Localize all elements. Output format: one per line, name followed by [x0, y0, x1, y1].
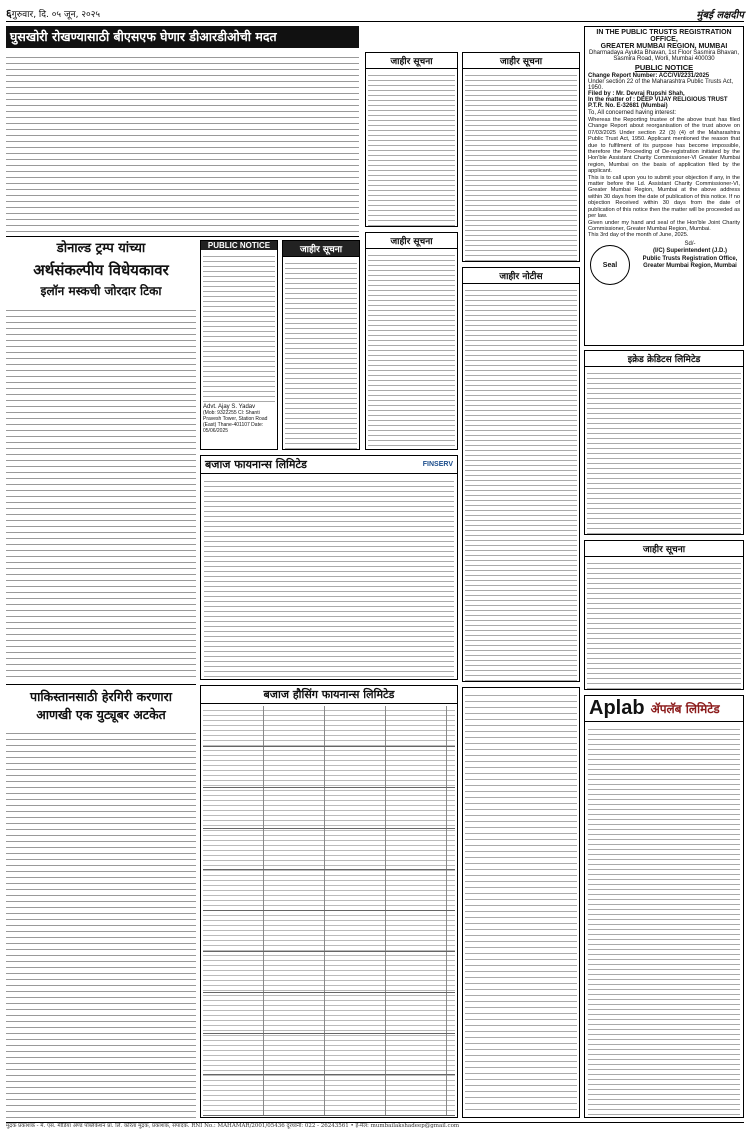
public-notice-body [203, 252, 275, 402]
trust-filed-by: Filed by : Mr. Devraj Rupshi Shah, [588, 91, 685, 97]
pakistan-headline-2: आणखी एक युट्यूबर अटकेत [36, 707, 166, 722]
jahir-notice-box [462, 267, 580, 682]
bajaj-housing-table [203, 706, 455, 1116]
jahir-suchana-title-2: जाहीर सूचना [366, 53, 457, 69]
jahir-suchana-box-1 [282, 240, 360, 450]
seal-stamp: Seal [590, 245, 630, 285]
date-line: गुरुवार, दि. ०५ जून, २०२५ [11, 10, 101, 20]
jahir-suchana-right-title: जाहीर सूचना [585, 541, 743, 557]
trust-notice-body: Whereas the Reporting trustee of the above trust has filed Change Report about reorganisation of the trust above on 07/03/2025 Under section 22 (3) (4) of the Maharashtra Public Trust Act, 1950. Applicant mentioned the reason that due to fulfilment of its purpose has become impossible, therefore the Proceeding of De-registration initiated by the Hon'ble Assistant Charity Commissioner-VI Greater Mumbai region, Mumbai on the basis of application filed by the applicant. This is to call upon you to submit your objection if any, in the matter before the Ld. Assistant Charity Commissioner-VI, Greater Mumbai Region, Mumbai at the above address within 30 days from the date of publication of this notice. If no objection Received within 30 days from the date of publication of this notice then the matter will be proceeded as per law. Given under my hand and seal of the Hon'ble Joint Charity Commissioner, Greater Mumbai Region, Mumbai. This 3rd day of the month of June, 2025. [588, 117, 740, 239]
bajaj-finserv-logo: FINSERV [422, 461, 453, 468]
credit-notice-box [584, 350, 744, 535]
aplab-name: ॲपलॅब लिमिटेड [650, 702, 720, 716]
trust-sd: Sd/- [684, 240, 696, 247]
trump-story-body [6, 305, 196, 680]
divider [6, 236, 359, 237]
trump-headline-3: इलॉन मस्कची जोरदार टिका [40, 284, 162, 298]
bajaj-finance-name: बजाज फायनान्स लिमिटेड [205, 458, 307, 471]
trump-headline-1: डोनाल्ड ट्रम्प यांच्या [56, 241, 146, 256]
trust-office: Public Trusts Registration Office, [642, 255, 738, 262]
jahir-notice-body [465, 286, 577, 681]
credit-notice-title: इक्रेड क्रेडिटस लिमिटेड [585, 351, 743, 367]
credit-notice-body [587, 369, 741, 534]
trump-headline-2: अर्थसंकल्पीय विधेयकावर [33, 261, 169, 279]
public-notice-box [200, 240, 278, 450]
jahir-notice-title: जाहीर नोटीस [463, 268, 579, 284]
pakistan-story-body [6, 728, 196, 1118]
jahir-suchana-right-box [584, 540, 744, 690]
aplab-notice-box [584, 695, 744, 1118]
jahir-suchana-box-3 [365, 232, 458, 450]
trust-under-section: Under section 22 of the Maharashtra Public Trusts Act, 1950. [588, 79, 734, 91]
jahir-suchana-body-2 [368, 71, 455, 226]
bajaj-housing-name: बजाज हौसिंग फायनान्स लिमिटेड [201, 686, 457, 704]
trust-to-all: To, All concerned having interest: [588, 110, 677, 116]
bajaj-finance-box [200, 455, 458, 680]
jahir-suchana-body-4 [465, 71, 577, 261]
trust-registration-notice [584, 26, 744, 346]
page-header [6, 6, 744, 22]
trust-office-line-4: Sasmira Road, Worli, Mumbai 400030 [613, 56, 715, 62]
jahir-suchana-title-1: जाहीर सूचना [283, 241, 359, 257]
bajaj-finance-body [204, 477, 454, 677]
public-notice-title: PUBLIC NOTICE [201, 241, 277, 250]
jahir-suchana-title-4: जाहीर सूचना [463, 53, 579, 69]
trust-matter: In the matter of : DEEP VIJAY RELIGIOUS TRUST [588, 97, 728, 103]
jahir-suchana-body-1 [285, 259, 357, 449]
jahir-suchana-body-5 [465, 690, 577, 1115]
trust-region: Greater Mumbai Region, Mumbai [643, 263, 737, 270]
jahir-suchana-body-3 [368, 251, 455, 449]
page-number: ६ [6, 7, 12, 20]
aplab-logo: Aplab [589, 697, 645, 719]
public-notice-signature: Advt. Ajay S. Yadav [203, 404, 256, 410]
jahir-suchana-box-4 [462, 52, 580, 262]
trust-ptr: P.T.R. No. E-32681 (Mumbai) [588, 103, 668, 109]
trust-office-line-2: GREATER MUMBAI REGION, MUMBAI [600, 43, 728, 50]
trust-office-line-1: IN THE PUBLIC TRUSTS REGISTRATION OFFICE, [596, 29, 732, 43]
lead-story-body [6, 52, 359, 232]
masthead: मुंबई लक्षदीप [696, 9, 744, 21]
pakistan-headline-1: पाकिस्तानसाठी हेरगिरी करणारा [30, 689, 172, 704]
trust-superintendent: (I/C) Superintendent (J.D.) [653, 248, 727, 255]
trust-change-report: Change Report Number: ACC/VI/2231/2025 [588, 73, 710, 79]
divider [6, 684, 196, 685]
jahir-suchana-box-2 [365, 52, 458, 227]
jahir-suchana-right-body [587, 559, 741, 689]
jahir-suchana-box-5 [462, 687, 580, 1118]
trust-notice-title: PUBLIC NOTICE [634, 63, 694, 72]
trust-office-line-3: Dharmadaya Ayukta Bhavan, 1st Floor Sasmira Bhavan, [589, 50, 739, 56]
lead-headline: घुसखोरी रोखण्यासाठी बीएसएफ घेणार डीआरडीओची मदत [6, 26, 359, 48]
jahir-suchana-title-3: जाहीर सूचना [366, 233, 457, 249]
aplab-body [588, 725, 740, 1117]
footer: मुद्रक प्रकाशक - मे. एस. मीडिया ॲण्ड पब्लिकेशन प्रा. लि. करिता मुद्रक, प्रकाशक, संपादक. RNI No.: MAHAMAR/2001/05436 दूरध्वनी: 022 - 26243561 • ई-मेल: mumbailakshadeep@gmail.com [6, 1122, 744, 1144]
bajaj-housing-box [200, 685, 458, 1118]
public-notice-address: (Mob: 9322255 Cl: Shanti Pravesh Tower, Station Road (East) Thane-401107 Date: 05/06/2025 [203, 410, 268, 434]
